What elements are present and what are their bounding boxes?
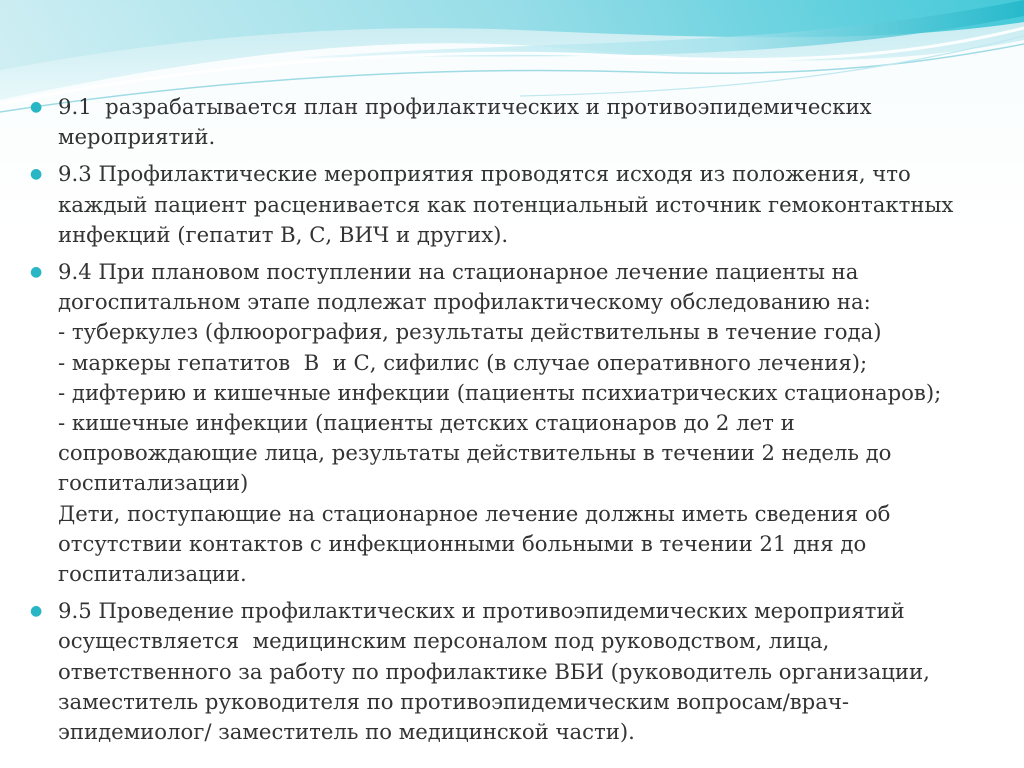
text-line: госпитализации.: [58, 561, 247, 587]
text-line: госпитализации): [58, 470, 249, 496]
text-line: догоспитальном этапе подлежат профилактическому обследованию на:: [58, 289, 871, 315]
text-line: 9.1 разрабатывается план профилактических и противоэпидемических: [58, 94, 872, 119]
text-line: - дифтерию и кишечные инфекции (пациенты психиатрических стационаров);: [58, 379, 942, 405]
bullet-dot-icon: ●: [30, 603, 43, 620]
text-line: - туберкулез (флюорография, результаты действительны в течение года): [58, 319, 882, 345]
text-line: - маркеры гепатитов В и С, сифилис (в случае оперативного лечения);: [58, 349, 868, 375]
text-line: каждый пациент расценивается как потенциальный источник гемоконтактных: [58, 191, 954, 217]
text-line: 9.5 Проведение профилактических и противоэпидемических мероприятий: [58, 598, 905, 624]
text-line: инфекций (гепатит В, С, ВИЧ и других).: [58, 221, 509, 247]
text-line: 9.4 При плановом поступлении на стационарное лечение пациенты на: [58, 259, 859, 285]
bullet-item-9-4: [30, 257, 995, 589]
text-line: 9.3 Профилактические мероприятия проводятся исходя из положения, что: [58, 161, 911, 187]
text-line: сопровождающие лица, результаты действительны в течении 2 недель до: [58, 440, 892, 466]
bullet-dot-icon: ●: [30, 99, 43, 115]
text-line: ответственного за работу по профилактике ВБИ (руководитель организации,: [58, 658, 930, 684]
text-line: осуществляется медицинским персоналом под руководством, лица,: [58, 628, 830, 654]
bullet-item-9-1: [30, 92, 995, 152]
text-line: мероприятий.: [58, 124, 216, 150]
bullet-dot-icon: ●: [30, 166, 43, 183]
text-line: отсутствии контактов с инфекционными больными в течении 21 дня до: [58, 530, 867, 556]
bullet-list: [30, 92, 995, 754]
text-line: эпидемиолог/ заместитель по медицинской части).: [58, 719, 635, 745]
text-line: - кишечные инфекции (пациенты детских стационаров до 2 лет и: [58, 410, 795, 436]
bullet-dot-icon: ●: [30, 264, 43, 281]
text-line: Дети, поступающие на стационарное лечение должны иметь сведения об: [58, 500, 891, 526]
bullet-item-9-3: [30, 159, 995, 250]
text-line: заместитель руководителя по противоэпидемическим вопросам/врач-: [58, 688, 850, 714]
bullet-item-9-5: [30, 596, 995, 747]
